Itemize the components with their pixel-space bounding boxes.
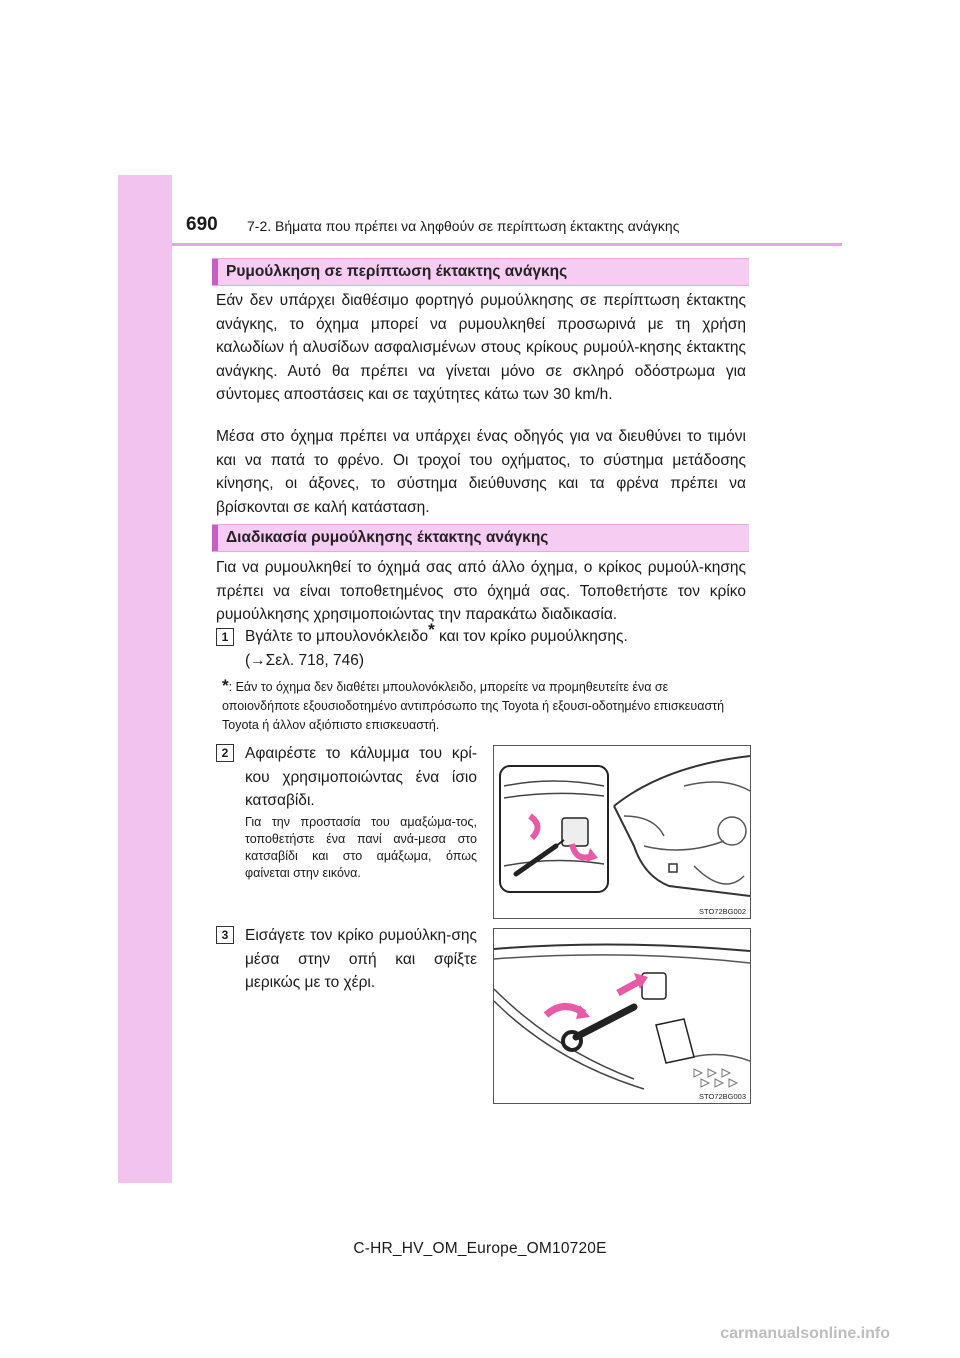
illustration-towing-hook — [494, 929, 750, 1103]
insert-arrow-icon — [618, 981, 640, 993]
step-1-text-main: Βγάλτε το μπουλονόκλειδο — [245, 628, 429, 645]
step-number-2: 2 — [216, 744, 234, 762]
section-title: Διαδικασία ρυμούλκησης έκτακτης ανάγκης — [226, 529, 549, 546]
figure-remove-hook-cover — [493, 745, 751, 919]
step-number-3: 3 — [216, 926, 234, 944]
chapter-title: 7-2. Βήματα που πρέπει να ληφθούν σε περίπτωση έκτακτης ανάγκης — [247, 218, 680, 234]
document-id: C-HR_HV_OM_Europe_OM10720E — [353, 1240, 607, 1257]
section-heading-towing-procedure — [212, 524, 749, 552]
footnote-star: * — [222, 676, 229, 695]
step-2-text: Αφαιρέστε το κάλυμμα του κρί-κου χρησιμοποιώντας ένα ίσιο κατσαβίδι. — [245, 745, 477, 809]
chapter-sidebar-tab — [118, 175, 172, 1183]
section-accent — [212, 259, 218, 285]
step-1-text — [245, 619, 747, 672]
step-3-text: Εισάγετε τον κρίκο ρυμούλκη-σης μέσα στην οπή και σφίξτε μερικώς με το χέρι. — [245, 927, 477, 991]
footnote — [222, 676, 748, 735]
step-1-text-tail: και τον κρίκο ρυμούλκησης. — [434, 628, 628, 645]
paragraph-towing-info: Εάν δεν υπάρχει διαθέσιμο φορτηγό ρυμούλκησης σε περίπτωση έκτακτης ανάγκης, το όχημα μπορεί να ρυμουλκηθεί προσωρινά με τη χρήση καλωδίων ή αλυσίδων ασφαλισμένων στους κρίκους ρυμούλ-κησης έκτακτης ανάγκης. Αυτό θα πρέπει να γίνεται μόνο σε σκληρό οδόστρωμα για σύντομες αποστάσεις και σε ταχύτητες κάτω των 30 km/h. — [216, 292, 746, 403]
paragraph-driver-requirements: Μέσα στο όχημα πρέπει να υπάρχει ένας οδηγός για να διευθύνει το τιμόνι και να πατά το φρένο. Οι τροχοί του οχήματος, το σύστημα μετάδοσης κίνησης, οι άξονες, το σύστημα διεύθυνσης και τα φρένα πρέπει να βρίσκονται σε καλή κατάσταση. — [216, 428, 746, 516]
step-number-1: 1 — [216, 628, 234, 646]
hook-cover — [562, 818, 588, 846]
section-heading-emergency-towing — [212, 258, 749, 286]
footnote-text: : Εάν το όχημα δεν διαθέτει μπουλονόκλειδο, μπορείτε να προμηθευτείτε ένα σε οποιονδήποτε εξουσιοδοτημένο αντιπρόσωπο της Toyota ή εξουσι-οδοτημένο επισκευαστή Toyota ή άλλον αξιόπιστο επισκευαστή. — [222, 680, 725, 732]
header-divider — [172, 243, 842, 246]
page-number: 690 — [186, 214, 218, 235]
figure-code: STO72BG003 — [699, 1092, 746, 1101]
removed-cover — [656, 1019, 694, 1063]
paragraph-procedure-intro: Για να ρυμουλκηθεί το όχημά σας από άλλο όχημα, ο κρίκος ρυμούλ-κησης πρέπει να είναι τοποθετημένος στο όχημά σας. Τοποθετήστε τον κρίκο ρυμούλκησης χρησιμοποιώντας την παρακάτω διαδικασία. — [216, 559, 746, 623]
section-title: Ρυμούλκηση σε περίπτωση έκτακτης ανάγκης — [226, 263, 568, 280]
watermark: carmanualsonline.info — [720, 1325, 890, 1342]
figure-insert-towing-hook — [493, 928, 751, 1104]
section-accent — [212, 525, 218, 551]
figure-code: STO72BG002 — [699, 907, 746, 916]
step-2-note: Για την προστασία του αμαξώμα-τος, τοποθετήστε ένα πανί ανά-μεσα στο κατσαβίδι και στο αμάξωμα, όπως φαίνεται στην εικόνα. — [245, 815, 477, 880]
illustration-bumper-cover — [494, 746, 750, 918]
page-reference: (→Σελ. 718, 746) — [245, 651, 365, 669]
footnote-star: * — [428, 619, 435, 639]
